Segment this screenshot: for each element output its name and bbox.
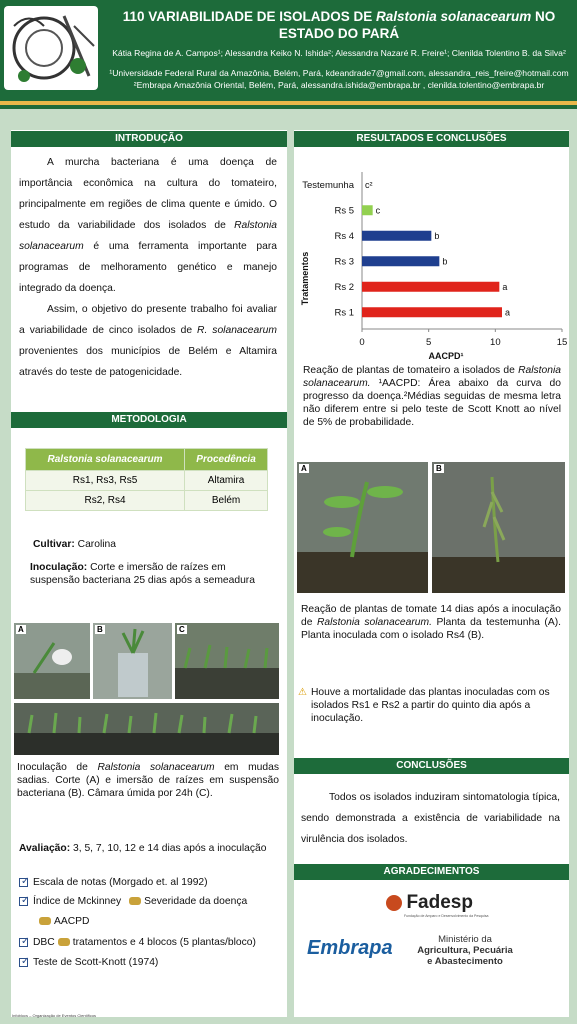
bar	[362, 307, 502, 317]
table-header: Procedência	[185, 449, 268, 471]
arrow-icon	[58, 938, 70, 946]
intro-heading: INTRODUÇÃO	[11, 131, 287, 147]
affiliation-1: ¹Universidade Federal Rural da Amazônia, Belém, Pará, kdeandrade7@gmail.com, alessandra_reis_freire@hotmail.com	[109, 68, 569, 78]
intro-text	[19, 152, 277, 383]
photo-cut-roots	[14, 623, 90, 699]
conclusions-heading: CONCLUSÕES	[294, 758, 569, 774]
bar-letter-label: c	[375, 205, 381, 216]
photo-tag: A	[301, 464, 307, 473]
acknowledgements-heading: AGRADECIMENTOS	[294, 864, 569, 880]
embrapa-logo: Embrapa	[307, 937, 393, 959]
bar-letter-label: c²	[365, 179, 373, 190]
intro-paragraph-1: A murcha bacteriana é uma doença de importância econômica na cultura do tomateiro, principalmente em regiões de clima quente e úmido. O estudo da variabilidade dos isolados de Ralstonia solanacearum é uma ferramenta importante para programas de melhoramento genético e manejo integrado da doença.	[19, 157, 277, 294]
table-row	[26, 491, 268, 511]
x-tick-label: 5	[426, 337, 432, 348]
metodologia-heading: METODOLOGIA	[11, 412, 287, 428]
bar-letter-label: a	[505, 307, 511, 318]
eval-item-2b: AACPD	[36, 915, 89, 928]
results-heading: RESULTADOS E CONCLUSÕES	[294, 131, 569, 147]
checkbox-icon	[19, 938, 28, 947]
chart-caption: Reação de plantas de tomateiro a isolados de Ralstonia solanacearum. ¹AACPD: Área abaixo da curva do progresso da doença.²Médias seguidas de mesma letra não diferem entre si pelo teste de Scott Knott ao nível de 5% de probabilidade.	[303, 365, 561, 428]
y-axis-label: Tratamentos	[300, 251, 310, 306]
table-cell: Rs2, Rs4	[26, 491, 185, 511]
photo-tag: C	[179, 625, 185, 634]
table-header: Ralstonia solanacearum	[26, 449, 185, 471]
arrow-icon	[39, 917, 51, 925]
table-row	[26, 471, 268, 491]
checkbox-icon	[19, 958, 28, 967]
eval-item-4: ✓Teste de Scott-Knott (1974)	[19, 956, 158, 969]
table-cell: Belém	[185, 491, 268, 511]
conclusions-text: Todos os isolados induziram sintomatologia típica, sendo demonstrada a existência de variabilidade na virulência dos isolados.	[301, 792, 560, 845]
y-tick-label: Rs 5	[334, 205, 354, 217]
mortality-note	[298, 686, 560, 725]
authors: Kátia Regina de A. Campos¹; Alessandra Keiko N. Ishida²; Alessandra Nazaré R. Freire¹; Clenilda Tolentino B. da Silva²	[112, 48, 566, 58]
poster-title: 110 VARIABILIDADE DE ISOLADOS DE Ralstonia solanacearum NO ESTADO DO PARÁ	[122, 9, 556, 41]
cultivar-line: Cultivar: Carolina	[33, 539, 116, 550]
photo-seedlings-tray	[14, 703, 279, 755]
photo-tag: B	[436, 464, 442, 473]
table-cell: Altamira	[185, 471, 268, 491]
evaluation-line: Avaliação: 3, 5, 7, 10, 12 e 14 dias após a inoculação	[19, 843, 267, 854]
checkbox-icon	[19, 878, 28, 887]
x-axis-label: AACPD¹	[428, 351, 464, 360]
warning-icon: ⚠	[298, 687, 307, 698]
y-tick-label: Rs 4	[334, 230, 354, 242]
x-tick-label: 15	[556, 337, 568, 348]
photo-tag: B	[97, 625, 103, 634]
arrow-icon	[129, 897, 141, 905]
mortality-text: Houve a mortalidade das plantas inoculadas com os isolados Rs1 e Rs2 a partir do quinto dia após a inoculação.	[311, 687, 550, 724]
aacpd-bar-chart	[294, 160, 569, 360]
y-tick-label: Rs 1	[334, 307, 354, 319]
inoculation-line: Inoculação: Corte e imersão de raízes em suspensão bacteriana 25 dias após a semeadura	[30, 562, 255, 586]
isolates-table	[25, 448, 268, 511]
photo-tag: A	[18, 625, 24, 634]
methods-photo-caption: Inoculação de Ralstonia solanacearum em mudas sadias. Corte (A) e imersão de raízes em suspensão bacteriana (B). Câmara úmida por 24h (C).	[17, 762, 280, 799]
y-tick-label: Rs 3	[334, 256, 354, 268]
y-tick-label: Rs 2	[334, 281, 354, 293]
bar	[362, 256, 439, 266]
photo-control-plant	[297, 462, 428, 593]
fadesp-logo: Fadesp Fundação de Amparo e Desenvolvimento da Pesquisa	[386, 892, 488, 918]
bar	[362, 231, 431, 241]
photo-immersion	[93, 623, 172, 699]
bar	[362, 205, 373, 215]
y-tick-label: Testemunha	[302, 179, 354, 191]
plants-photo-caption: Reação de plantas de tomate 14 dias após a inoculação de Ralstonia solanacearum. Planta da testemunha (A). Planta inoculada com o isolado Rs4 (B).	[301, 604, 561, 641]
table-cell: Rs1, Rs3, Rs5	[26, 471, 185, 491]
poster-header	[0, 0, 577, 105]
ministry-logo: Ministério da Agricultura, Pecuária e Abastecimento	[417, 934, 513, 967]
intro-paragraph-2: Assim, o objetivo do presente trabalho foi avaliar a variabilidade de cinco isolados de R. solanacearum provenientes dos municípios de Belém e Altamira através do teste de patogenicidade.	[19, 304, 277, 378]
photo-humid-chamber	[175, 623, 279, 699]
bar	[362, 282, 499, 292]
affiliation-2: ²Embrapa Amazônia Oriental, Belém, Pará, alessandra.ishida@embrapa.br , clenilda.tolentino@embrapa.br	[133, 80, 545, 90]
photo-inoculated-plant	[432, 462, 565, 593]
event-logo	[4, 6, 98, 90]
bar-letter-label: b	[434, 230, 440, 241]
eval-item-3: ✓DBC tratamentos e 4 blocos (5 plantas/bloco)	[19, 936, 256, 949]
footer-credit: Infoblocs – Organização de Eventos Científicos	[12, 1013, 97, 1018]
eval-item-2: ✓Índice de Mckinney Severidade da doença	[19, 895, 247, 908]
x-tick-label: 10	[490, 337, 501, 348]
checkbox-icon	[19, 897, 28, 906]
x-tick-label: 0	[359, 337, 365, 348]
bar-letter-label: b	[442, 256, 448, 267]
bar-letter-label: a	[502, 281, 508, 292]
eval-item-1: ✓Escala de notas (Morgado et. al 1992)	[19, 876, 208, 889]
